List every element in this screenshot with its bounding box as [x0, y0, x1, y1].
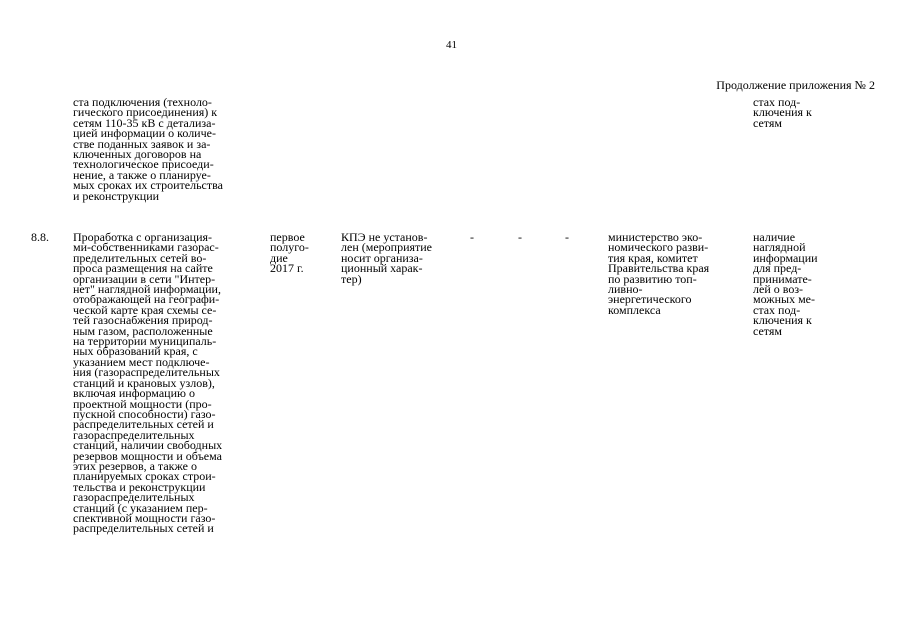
text-line: указанием мест подключе- — [73, 354, 210, 369]
text-line: цией информации о количе- — [73, 126, 216, 141]
row-responsible — [608, 232, 709, 315]
text-line: стах под- — [753, 302, 801, 317]
text-line: тельства и реконструкции — [73, 479, 206, 494]
text-line: нет" наглядной информации, — [73, 282, 221, 297]
text-line: номического разви- — [608, 240, 709, 255]
text-line: ливно- — [608, 282, 643, 297]
row-kpe — [341, 232, 432, 284]
row-dash-1: - — [470, 230, 474, 244]
text-line: включая информацию о — [73, 386, 195, 401]
row-dash-2: - — [518, 230, 522, 244]
text-line: носит организа- — [341, 250, 423, 265]
text-line: сетям — [753, 323, 782, 338]
text-line: технологическое присоеди- — [73, 157, 214, 172]
text-line: спективной мощности газо- — [73, 510, 216, 525]
row-dash-3: - — [565, 230, 569, 244]
text-line: ключенных договоров на — [73, 147, 202, 162]
text-line: ключения к — [753, 105, 812, 120]
text-line: ния (газораспределительных — [73, 365, 220, 380]
text-line: Правительства края — [608, 261, 710, 276]
text-line: комплекса — [608, 302, 661, 317]
text-line: пределительных сетей во- — [73, 250, 207, 265]
text-line: энергетического — [608, 292, 692, 307]
text-line: ми-собственниками газорас- — [73, 240, 219, 255]
row-result — [753, 232, 818, 336]
text-line: можных ме- — [753, 292, 815, 307]
text-line: стве поданных заявок и за- — [73, 136, 211, 151]
text-line: распределительных сетей и — [73, 521, 214, 536]
prev-row-result — [753, 97, 812, 128]
row-description — [73, 232, 222, 534]
text-line: станций (с указанием пер- — [73, 500, 208, 515]
text-line: информации — [753, 250, 818, 265]
text-line: на территории муниципаль- — [73, 334, 217, 349]
text-line: нение, а также о планируе- — [73, 167, 211, 182]
text-line: дие — [270, 250, 288, 265]
text-line: по развитию топ- — [608, 271, 697, 286]
text-line: организации в сети "Интер- — [73, 271, 216, 286]
page-number: 41 — [446, 39, 457, 51]
text-line: для пред- — [753, 261, 802, 276]
row-deadline — [270, 232, 309, 274]
text-line: лей о воз- — [753, 282, 804, 297]
text-line: пускной способности) газо- — [73, 406, 216, 421]
text-line: резервов мощности и объема — [73, 448, 222, 463]
text-line: отображающей на географи- — [73, 292, 220, 307]
text-line: ным газом, расположенные — [73, 323, 213, 338]
text-line: ключения к — [753, 313, 812, 328]
text-line: планируемых сроках строи- — [73, 469, 216, 484]
row-number: 8.8. — [31, 230, 49, 244]
text-line: газораспределительных — [73, 427, 195, 442]
text-line: министерство эко- — [608, 230, 703, 244]
text-line: гического присоединения) к — [73, 105, 218, 120]
text-line: проса размещения на сайте — [73, 261, 213, 276]
continuation-note: Продолжение приложения № 2 — [716, 78, 875, 92]
text-line: тер) — [341, 271, 362, 286]
text-line: этих резервов, а также о — [73, 458, 197, 473]
text-line: тия края, комитет — [608, 250, 698, 265]
text-line: ционный харак- — [341, 261, 423, 276]
text-line: лен (мероприятие — [341, 240, 433, 255]
text-line: ческой карте края схемы се- — [73, 302, 217, 317]
text-line: распределительных сетей и — [73, 417, 214, 432]
text-line: Проработка с организация- — [73, 230, 213, 244]
text-line: сетям 110-35 кВ с детализа- — [73, 115, 216, 130]
text-line: мых сроках их строительства — [73, 178, 223, 193]
text-line: наглядной — [753, 240, 806, 255]
text-line: ных образований края, с — [73, 344, 198, 359]
text-line: газораспределительных — [73, 490, 195, 505]
text-line: принимате- — [753, 271, 812, 286]
prev-row-description — [73, 97, 223, 201]
text-line: ста подключения (техноло- — [73, 95, 212, 109]
text-line: сетям — [753, 115, 782, 130]
text-line: наличие — [753, 230, 796, 244]
text-line: стах под- — [753, 95, 801, 109]
text-line: первое — [270, 230, 305, 244]
text-line: тей газоснабжения природ- — [73, 313, 213, 328]
text-line: станций, наличии свободных — [73, 438, 223, 453]
text-line: 2017 г. — [270, 261, 304, 276]
text-line: полуго- — [270, 240, 309, 255]
text-line: КПЭ не установ- — [341, 230, 428, 244]
text-line: и реконструкции — [73, 188, 160, 203]
text-line: станций и крановых узлов), — [73, 375, 215, 390]
text-line: проектной мощности (про- — [73, 396, 212, 411]
